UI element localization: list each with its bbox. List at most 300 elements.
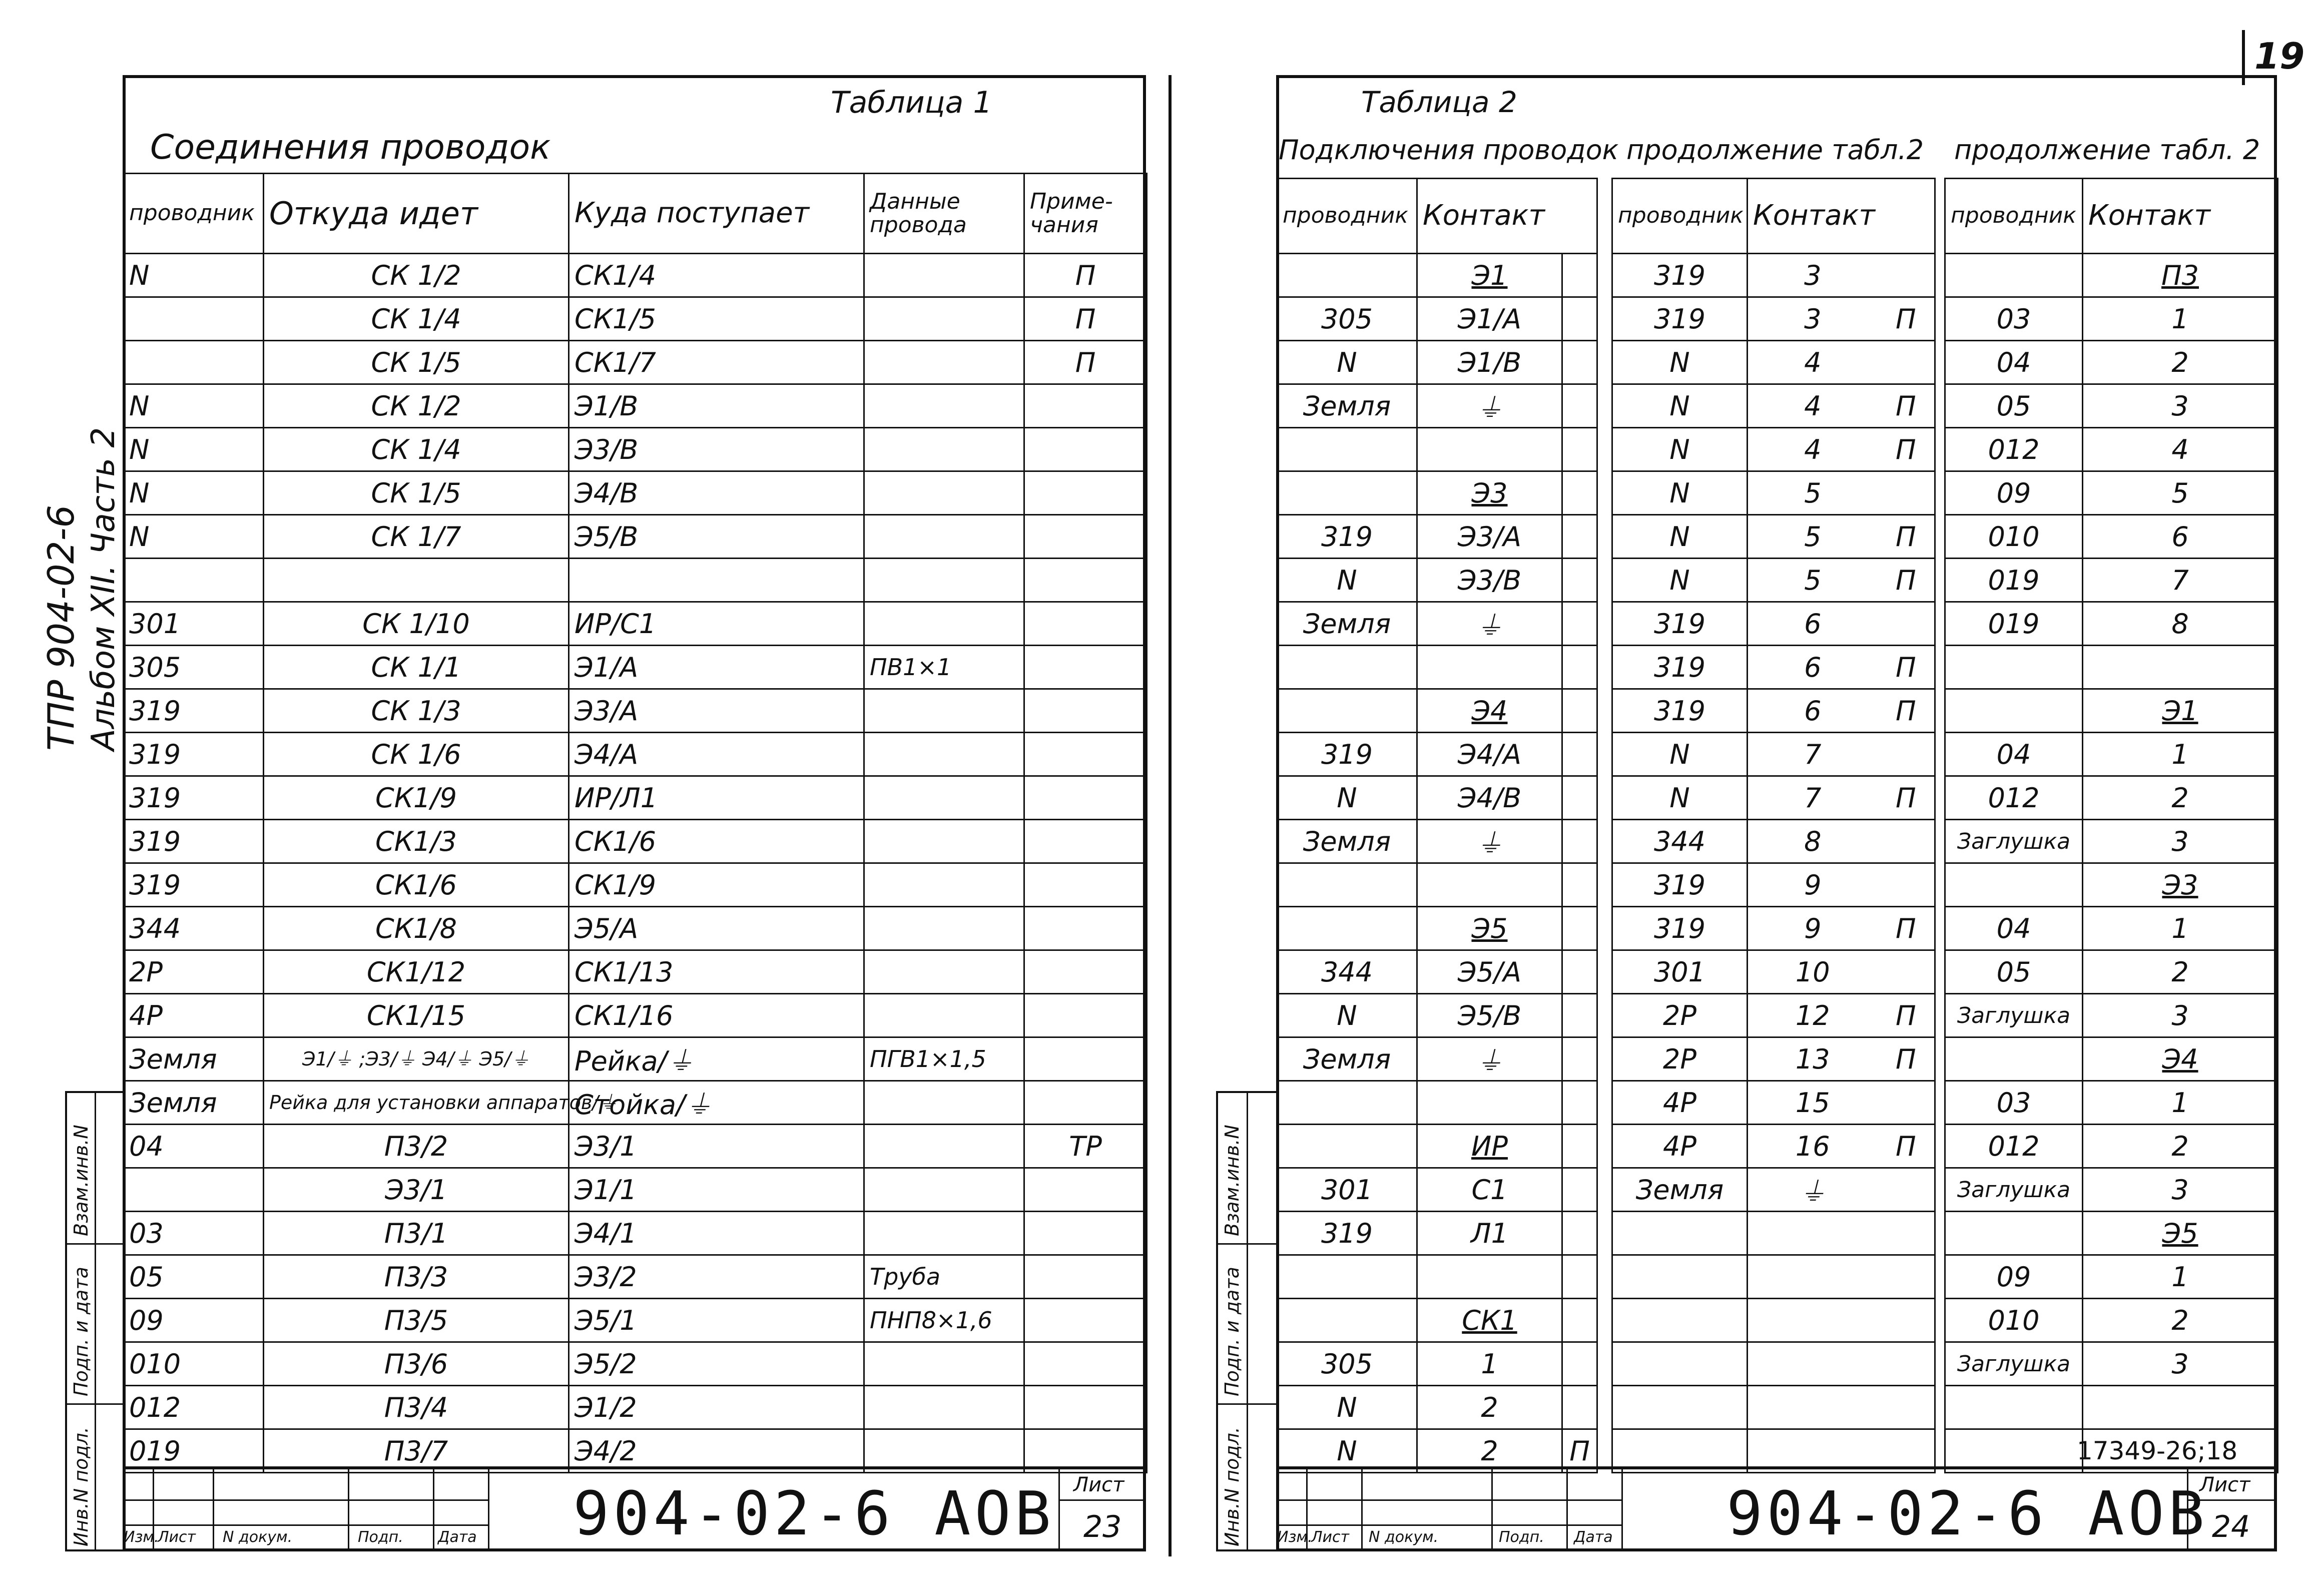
cell-conductor: 04	[1945, 733, 2083, 776]
table-row	[1945, 559, 2278, 602]
cell-mark: П	[1878, 907, 1935, 950]
cell-conductor: 319	[1612, 297, 1748, 341]
cell-wire-data	[864, 428, 1024, 471]
cell-notes	[1024, 428, 1147, 471]
cell-wire-data	[864, 776, 1024, 820]
cell-from: СК1/3	[264, 820, 569, 863]
cell-mark	[1878, 1212, 1935, 1255]
cell-mark	[1562, 1342, 1597, 1386]
cell-notes	[1024, 776, 1147, 820]
cell-contact: ИР	[1417, 1125, 1562, 1168]
cell-conductor: 319	[1612, 907, 1748, 950]
cell-notes	[1024, 646, 1147, 689]
table-row	[124, 994, 1147, 1037]
cell-to: СК1/16	[569, 994, 864, 1037]
cell-mark	[1878, 1299, 1935, 1342]
cell-conductor: N	[1612, 428, 1748, 471]
cell-to: Рейка/⏚	[569, 1037, 864, 1081]
table-row	[1945, 384, 2278, 428]
cell-mark: П	[1878, 994, 1935, 1037]
registration-number: 17349-26;18	[2077, 1436, 2238, 1465]
cell-conductor: 319	[1612, 646, 1748, 689]
cell-conductor: N	[1612, 776, 1748, 820]
cell-conductor: 319	[124, 733, 264, 776]
cell-notes	[1024, 689, 1147, 733]
cell-contact: 2	[2083, 950, 2278, 994]
cell-conductor	[1277, 1299, 1417, 1342]
table-row	[1612, 776, 1935, 820]
cell-contact	[2083, 646, 2278, 689]
cell-contact: 1	[2083, 907, 2278, 950]
cell-to: ИР/Л1	[569, 776, 864, 820]
cell-wire-data	[864, 297, 1024, 341]
cell-from: П3/5	[264, 1299, 569, 1342]
table-row	[1612, 471, 1935, 515]
cell-to: Э1/2	[569, 1386, 864, 1429]
cell-to: Э4/2	[569, 1429, 864, 1473]
cell-wire-data: ПГВ1×1,5	[864, 1037, 1024, 1081]
table-row	[1612, 863, 1935, 907]
table-row	[124, 559, 1147, 602]
cell-conductor: 04	[1945, 907, 2083, 950]
cell-conductor: 344	[1612, 820, 1748, 863]
cell-conductor: 305	[1277, 1342, 1417, 1386]
table-row	[1612, 1168, 1935, 1212]
table-row	[1277, 254, 1597, 297]
cell-to: Э3/А	[569, 689, 864, 733]
cell-contact: Э3/А	[1417, 515, 1562, 559]
cell-conductor: 305	[1277, 297, 1417, 341]
table-row	[1612, 950, 1935, 994]
table-row	[1945, 1081, 2278, 1125]
cell-notes	[1024, 471, 1147, 515]
table-row	[1945, 689, 2278, 733]
cell-mark	[1878, 254, 1935, 297]
cell-conductor: N	[1277, 776, 1417, 820]
t2b-header-contact: Контакт	[1748, 179, 1935, 254]
t2a-header-contact: Контакт	[1417, 179, 1597, 254]
cell-conductor: 305	[124, 646, 264, 689]
margin2-label-inv: Инв.N подл.	[1221, 1427, 1243, 1546]
sheet-2-table-label: Таблица 2	[1361, 85, 1517, 119]
cell-mark	[1878, 1255, 1935, 1299]
stamp-2-col-sheet: Лист	[1311, 1528, 1350, 1546]
cell-contact: 5	[1748, 515, 1878, 559]
cell-contact: 3	[1748, 254, 1878, 297]
table-row	[1277, 863, 1597, 907]
cell-conductor: Заглушка	[1945, 1342, 2083, 1386]
cell-from: СК 1/4	[264, 428, 569, 471]
cell-contact	[1748, 1255, 1878, 1299]
table-row	[1945, 1212, 2278, 1255]
table-row	[1612, 1081, 1935, 1125]
cell-notes	[1024, 1386, 1147, 1429]
cell-conductor: 319	[1612, 254, 1748, 297]
cell-wire-data	[864, 254, 1024, 297]
cell-conductor: 319	[1612, 602, 1748, 646]
cell-conductor: N	[124, 471, 264, 515]
cell-wire-data	[864, 863, 1024, 907]
stamp-1-sheet-label: Лист	[1073, 1473, 1124, 1496]
table-row	[1945, 515, 2278, 559]
cell-mark	[1878, 1081, 1935, 1125]
cell-contact	[2083, 1386, 2278, 1429]
cell-contact: 4	[1748, 341, 1878, 384]
cell-notes	[1024, 515, 1147, 559]
stamp-1-col-doc: N докум.	[223, 1528, 293, 1546]
cell-mark	[1562, 950, 1597, 994]
cell-wire-data: ПВ1×1	[864, 646, 1024, 689]
cell-contact: Э5	[2083, 1212, 2278, 1255]
cell-mark	[1878, 950, 1935, 994]
cell-conductor: 4Р	[1612, 1081, 1748, 1125]
table-row	[124, 341, 1147, 384]
cell-conductor: 05	[1945, 950, 2083, 994]
col-header-notes: Приме-чания	[1024, 174, 1147, 254]
cell-wire-data	[864, 384, 1024, 428]
cell-from: СК 1/1	[264, 646, 569, 689]
cell-conductor: 03	[1945, 1081, 2083, 1125]
cell-conductor: Земля	[1277, 384, 1417, 428]
cell-contact: 2	[2083, 1125, 2278, 1168]
cell-from: СК 1/3	[264, 689, 569, 733]
cell-from: П3/7	[264, 1429, 569, 1473]
cell-conductor	[124, 341, 264, 384]
page-number: 19	[2254, 35, 2305, 77]
cell-wire-data	[864, 559, 1024, 602]
cell-wire-data	[864, 1386, 1024, 1429]
table-row	[1612, 1342, 1935, 1386]
table-row	[124, 1081, 1147, 1125]
cell-conductor: N	[1277, 1386, 1417, 1429]
cell-contact: ⏚	[1417, 602, 1562, 646]
table-row	[1612, 646, 1935, 689]
cell-mark	[1562, 1255, 1597, 1299]
table-row	[124, 428, 1147, 471]
cell-contact: 13	[1748, 1037, 1878, 1081]
cell-conductor: 344	[1277, 950, 1417, 994]
cell-mark	[1878, 1342, 1935, 1386]
cell-conductor	[1945, 1386, 2083, 1429]
stamp-1-doc-code: 904-02-6 АОВ	[573, 1479, 1055, 1549]
table-row	[1945, 1386, 2278, 1429]
cell-contact: 1	[2083, 1255, 2278, 1299]
table-row	[1945, 907, 2278, 950]
table-row	[1277, 297, 1597, 341]
table-row	[1945, 994, 2278, 1037]
cell-contact	[1417, 863, 1562, 907]
cell-conductor: 4Р	[124, 994, 264, 1037]
cell-notes	[1024, 907, 1147, 950]
cell-wire-data	[864, 341, 1024, 384]
stamp-1-col-sheet: Лист	[158, 1528, 196, 1546]
cell-conductor: 09	[1945, 471, 2083, 515]
stamp-1-col-change: Изм.	[124, 1528, 159, 1546]
cell-conductor: 03	[124, 1212, 264, 1255]
cell-contact: П3	[2083, 254, 2278, 297]
cell-notes	[1024, 820, 1147, 863]
cell-contact: Э1/А	[1417, 297, 1562, 341]
cell-notes	[1024, 1168, 1147, 1212]
table-row	[124, 1386, 1147, 1429]
cell-wire-data	[864, 1081, 1024, 1125]
cell-conductor	[1945, 646, 2083, 689]
table-row	[1612, 1037, 1935, 1081]
cell-conductor	[1612, 1212, 1748, 1255]
cell-contact: Э5/В	[1417, 994, 1562, 1037]
t2c-header-conductor: проводник	[1945, 179, 2083, 254]
cell-contact: 3	[2083, 384, 2278, 428]
cell-contact: Э5	[1417, 907, 1562, 950]
cell-contact: 1	[2083, 733, 2278, 776]
cell-wire-data	[864, 471, 1024, 515]
cell-conductor: 319	[124, 863, 264, 907]
stamp-2-col-doc: N докум.	[1369, 1528, 1439, 1546]
cell-contact: С1	[1417, 1168, 1562, 1212]
cell-contact	[1748, 1212, 1878, 1255]
cell-contact: 12	[1748, 994, 1878, 1037]
table-row	[1945, 602, 2278, 646]
table-row	[1612, 820, 1935, 863]
cell-contact	[1748, 1299, 1878, 1342]
table-row	[124, 776, 1147, 820]
table-row	[1945, 341, 2278, 384]
table-row	[124, 1037, 1147, 1081]
cell-notes	[1024, 994, 1147, 1037]
cell-mark	[1878, 820, 1935, 863]
cell-conductor: Земля	[1612, 1168, 1748, 1212]
cell-from: СК 1/6	[264, 733, 569, 776]
cell-conductor: 301	[124, 602, 264, 646]
table-row	[1612, 907, 1935, 950]
cell-notes	[1024, 1255, 1147, 1299]
cell-mark: П	[1878, 384, 1935, 428]
cell-mark: П	[1562, 1429, 1597, 1473]
cell-conductor: 319	[1612, 689, 1748, 733]
table-row	[1945, 950, 2278, 994]
cell-from: СК 1/7	[264, 515, 569, 559]
margin-label-replace: Взам.инв.N	[70, 1125, 92, 1236]
cell-conductor	[1277, 863, 1417, 907]
cell-from: СК1/8	[264, 907, 569, 950]
table-row	[124, 1342, 1147, 1386]
cell-mark: П	[1878, 1125, 1935, 1168]
cell-contact: 7	[1748, 776, 1878, 820]
cell-conductor: 05	[1945, 384, 2083, 428]
stamp-2-sheet-label: Лист	[2199, 1473, 2250, 1496]
table-row	[1945, 646, 2278, 689]
t2c-header-contact: Контакт	[2083, 179, 2278, 254]
cell-notes	[1024, 950, 1147, 994]
cell-wire-data	[864, 733, 1024, 776]
cell-contact: Э4/В	[1417, 776, 1562, 820]
table-row	[1612, 733, 1935, 776]
table-row	[1277, 341, 1597, 384]
table-row	[124, 1299, 1147, 1342]
cell-mark	[1878, 602, 1935, 646]
cell-from: Э3/1	[264, 1168, 569, 1212]
cell-contact: ⏚	[1417, 384, 1562, 428]
cell-notes	[1024, 733, 1147, 776]
cell-conductor: N	[1277, 559, 1417, 602]
cell-conductor	[1945, 254, 2083, 297]
cell-wire-data	[864, 1168, 1024, 1212]
cell-notes	[1024, 1081, 1147, 1125]
cell-mark	[1878, 863, 1935, 907]
table-row	[1612, 297, 1935, 341]
cell-mark	[1562, 1037, 1597, 1081]
cell-conductor: N	[1277, 994, 1417, 1037]
cell-contact: Э3/В	[1417, 559, 1562, 602]
t2b-header-conductor: проводник	[1612, 179, 1748, 254]
cell-contact	[1417, 1255, 1562, 1299]
table-row	[124, 254, 1147, 297]
cell-contact: 5	[1748, 471, 1878, 515]
cell-notes	[1024, 384, 1147, 428]
cell-conductor: 319	[1612, 863, 1748, 907]
table-row	[1612, 559, 1935, 602]
cell-mark	[1562, 863, 1597, 907]
cell-contact: 7	[2083, 559, 2278, 602]
cell-conductor: N	[1612, 559, 1748, 602]
cell-contact: 9	[1748, 863, 1878, 907]
cell-contact: 9	[1748, 907, 1878, 950]
cell-to: Э4/В	[569, 471, 864, 515]
cell-wire-data	[864, 1212, 1024, 1255]
table-row	[1612, 1212, 1935, 1255]
cell-conductor	[1945, 863, 2083, 907]
table-row	[124, 646, 1147, 689]
table-row	[1945, 297, 2278, 341]
cell-from: СК1/6	[264, 863, 569, 907]
cell-conductor: 03	[1945, 297, 2083, 341]
cell-mark: П	[1878, 559, 1935, 602]
table-row	[1612, 994, 1935, 1037]
cell-from: СК1/12	[264, 950, 569, 994]
cell-from: П3/1	[264, 1212, 569, 1255]
cell-conductor: Земля	[124, 1081, 264, 1125]
table-row	[1277, 776, 1597, 820]
stamp-1-col-date: Дата	[438, 1528, 477, 1546]
cell-mark	[1562, 689, 1597, 733]
cell-conductor: 2Р	[124, 950, 264, 994]
sheet-2-continuation-2: продолжение табл. 2	[1954, 134, 2260, 166]
table-row	[1277, 1386, 1597, 1429]
cell-conductor	[1277, 254, 1417, 297]
cell-mark	[1562, 602, 1597, 646]
table-row	[1277, 1212, 1597, 1255]
cell-conductor	[1945, 1212, 2083, 1255]
cell-mark	[1562, 907, 1597, 950]
cell-mark	[1878, 471, 1935, 515]
sheet-1-title: Соединения проводок	[150, 128, 551, 167]
cell-conductor: N	[1612, 471, 1748, 515]
contacts-table-2	[1611, 178, 1936, 1473]
cell-notes: П	[1024, 254, 1147, 297]
cell-notes	[1024, 602, 1147, 646]
cell-conductor: N	[1277, 341, 1417, 384]
cell-contact: 4	[1748, 428, 1878, 471]
table-row	[1945, 1342, 2278, 1386]
cell-conductor: 019	[124, 1429, 264, 1473]
table-row	[124, 384, 1147, 428]
table-row	[1945, 1168, 2278, 1212]
table-row	[1277, 428, 1597, 471]
cell-notes: П	[1024, 341, 1147, 384]
cell-wire-data	[864, 950, 1024, 994]
cell-conductor	[1612, 1386, 1748, 1429]
cell-conductor	[1277, 428, 1417, 471]
cell-conductor: 010	[124, 1342, 264, 1386]
table-row	[1277, 384, 1597, 428]
cell-mark: П	[1878, 689, 1935, 733]
cell-mark	[1562, 733, 1597, 776]
cell-mark	[1562, 1386, 1597, 1429]
cell-to: ИР/С1	[569, 602, 864, 646]
table-row	[1612, 1299, 1935, 1342]
table-row	[1612, 1255, 1935, 1299]
cell-contact: 1	[1417, 1342, 1562, 1386]
table-row	[1277, 1255, 1597, 1299]
cell-to: Э1/1	[569, 1168, 864, 1212]
cell-conductor: 4Р	[1612, 1125, 1748, 1168]
cell-conductor	[1945, 1037, 2083, 1081]
stamp-1-col-sign: Подп.	[358, 1528, 403, 1546]
cell-contact: 5	[2083, 471, 2278, 515]
cell-conductor: 319	[124, 776, 264, 820]
cell-conductor	[1277, 1081, 1417, 1125]
cell-contact: Э4/А	[1417, 733, 1562, 776]
cell-conductor: 05	[124, 1255, 264, 1299]
cell-contact: 1	[2083, 1081, 2278, 1125]
cell-conductor: 09	[1945, 1255, 2083, 1299]
table-row	[1277, 1125, 1597, 1168]
cell-contact: 15	[1748, 1081, 1878, 1125]
connections-table	[123, 173, 1147, 1473]
cell-from	[264, 559, 569, 602]
table-row	[124, 1168, 1147, 1212]
cell-conductor	[1277, 1255, 1417, 1299]
cell-contact: 1	[2083, 297, 2278, 341]
cell-contact: 2	[2083, 776, 2278, 820]
table-row	[1277, 733, 1597, 776]
cell-contact: 8	[2083, 602, 2278, 646]
cell-mark	[1562, 471, 1597, 515]
cell-contact: 5	[1748, 559, 1878, 602]
cell-conductor	[124, 297, 264, 341]
cell-conductor: 319	[1277, 515, 1417, 559]
table-row	[124, 1255, 1147, 1299]
table-row	[1612, 602, 1935, 646]
cell-notes	[1024, 1212, 1147, 1255]
table-row	[1945, 820, 2278, 863]
cell-to: СК1/4	[569, 254, 864, 297]
cell-from: СК1/15	[264, 994, 569, 1037]
cell-contact: ⏚	[1417, 820, 1562, 863]
cell-conductor: 019	[1945, 559, 2083, 602]
cell-to: СК1/13	[569, 950, 864, 994]
table-row	[1277, 950, 1597, 994]
cell-mark	[1562, 341, 1597, 384]
cell-mark	[1562, 776, 1597, 820]
margin-label-inv: Инв.N подл.	[70, 1427, 92, 1546]
cell-mark	[1562, 820, 1597, 863]
cell-contact: 2	[2083, 1299, 2278, 1342]
cell-notes	[1024, 559, 1147, 602]
sheet-2-continuation-1: продолжение табл.2	[1626, 134, 1924, 166]
cell-conductor	[1277, 689, 1417, 733]
cell-from: СК 1/2	[264, 384, 569, 428]
